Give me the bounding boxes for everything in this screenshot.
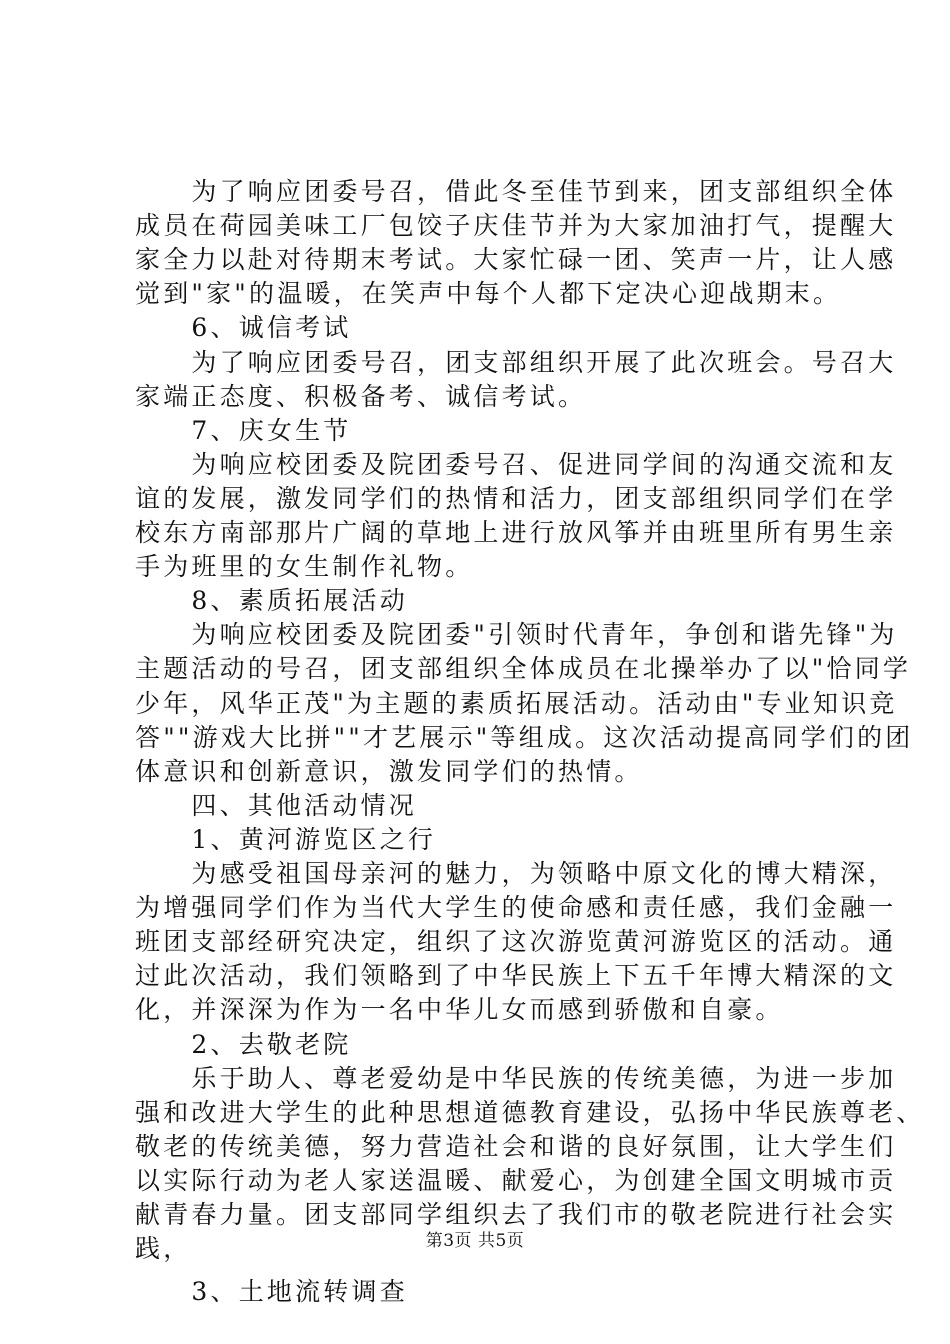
text-line: 为感受祖国母亲河的魅力，为领略中原文化的博大精深，	[135, 859, 897, 888]
text-line: 校东方南部那片广阔的草地上进行放风筝并由班里所有男生亲	[135, 518, 897, 547]
text-line: 乐于助人、尊老爱幼是中华民族的传统美德，为进一步加	[135, 1063, 897, 1093]
text-line: 7、庆女生节	[135, 415, 352, 445]
text-line: 为增强同学们作为当代大学生的使命感和责任感，我们金融一	[135, 893, 897, 923]
text-line: 为了响应团委号召，借此冬至佳节到来，团支部组织全体	[135, 177, 897, 206]
text-line: 化，并深深为作为一名中华儿女而感到骄傲和自豪。	[135, 995, 784, 1025]
text-line: 过此次活动，我们领略到了中华民族上下五千年博大精深的文	[135, 961, 897, 991]
text-line: 敬老的传统美德，努力营造社会和谐的良好氛围，让大学生们	[135, 1131, 897, 1161]
text-line: 为响应校团委及院团委号召、促进同学间的沟通交流和友	[135, 449, 897, 479]
text-line: 强和改进大学生的此种思想道德教育建设，弘扬中华民族尊老、	[135, 1097, 925, 1127]
text-line: 献青春力量。团支部同学组织去了我们市的敬老院进行社会实	[135, 1200, 897, 1229]
text-line: 四、其他活动情况	[135, 790, 418, 820]
text-line: 少年，风华正茂"为主题的素质拓展活动。活动由"专业知识竞	[135, 688, 898, 718]
text-line: 1、黄河游览区之行	[135, 824, 437, 854]
text-line: 家全力以赴对待期末考试。大家忙碌一团、笑声一片，让人感	[135, 245, 897, 275]
text-line: 答""游戏大比拼""才艺展示"等组成。这次活动提高同学们的团	[135, 722, 914, 752]
text-line: 践，	[135, 1234, 192, 1264]
page-footer: 第3页 共5页	[425, 1231, 525, 1251]
text-line: 为了响应团委号召，团支部组织开展了此次班会。号召大	[135, 347, 897, 377]
text-line: 体意识和创新意识，激发同学们的热情。	[135, 756, 643, 786]
text-line: 班团支部经研究决定，组织了这次游览黄河游览区的活动。通	[135, 927, 897, 957]
text-line: 3、土地流转调查	[135, 1277, 408, 1307]
text-line: 6、诚信考试	[135, 313, 352, 343]
text-line: 手为班里的女生制作礼物。	[135, 552, 474, 582]
text-line: 8、素质拓展活动	[135, 586, 408, 616]
text-line: 以实际行动为老人家送温暖、献爱心，为创建全国文明城市贡	[135, 1165, 897, 1195]
text-line: 觉到"家"的温暖，在笑声中每个人都下定决心迎战期末。	[135, 279, 842, 309]
text-line: 成员在荷园美味工厂包饺子庆佳节并为大家加油打气，提醒大	[135, 211, 897, 241]
text-line: 2、去敬老院	[135, 1029, 352, 1059]
text-line: 为响应校团委及院团委"引领时代青年，争创和谐先锋"为	[135, 620, 898, 650]
text-line: 家端正态度、积极备考、诚信考试。	[135, 381, 587, 411]
text-line: 主题活动的号召，团支部组织全体成员在北操举办了以"恰同学	[135, 654, 912, 684]
text-line: 谊的发展，激发同学们的热情和活力，团支部组织同学们在学	[135, 483, 897, 513]
